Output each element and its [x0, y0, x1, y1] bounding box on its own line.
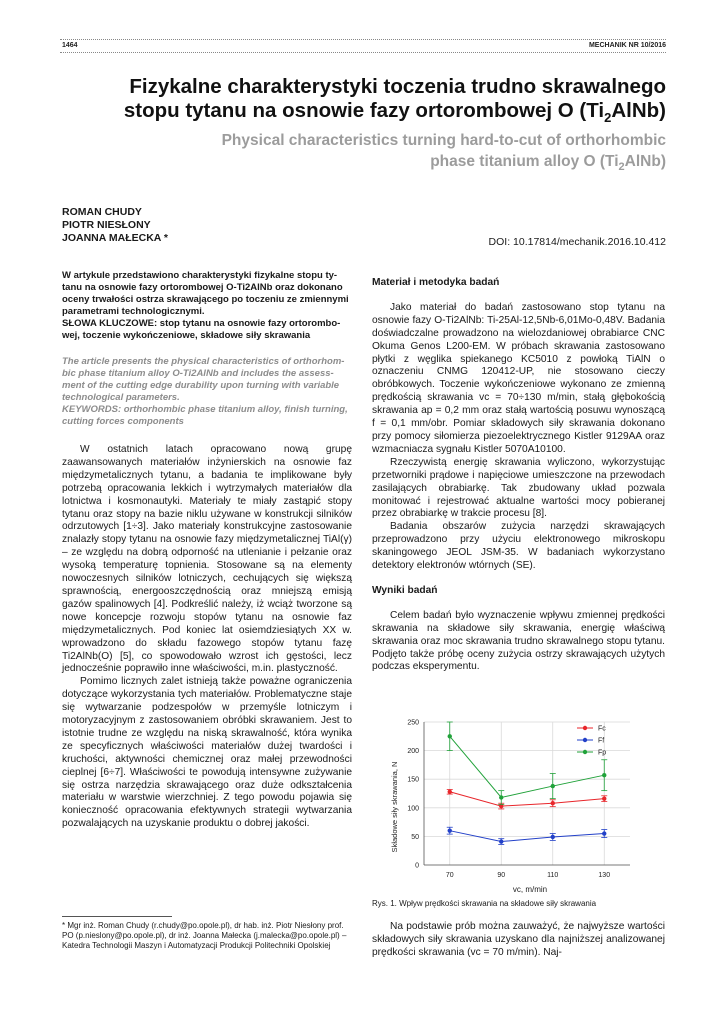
legend-label-ff: Ff	[598, 737, 605, 745]
header-rule-bottom	[60, 52, 666, 53]
left-column	[62, 270, 352, 831]
header-rule-top	[60, 39, 666, 40]
data-point-fp	[499, 795, 503, 799]
data-point-ff	[602, 831, 606, 835]
materials-paragraph-1: Jako materiał do badań zastosowano stop tytanu na osnowie fazy O-Ti2AlNb: Ti-25Al-12,5Nb-6,01Mo-0,48V. Badania doświadczalne prowadzono na wielozdaniowej obrabiarce CNC Okuma Genos L200-EM. W próbach skrawania zastosowano płytki z węglika spiekanego KC5010 z powłoką TiAlN o oznaczeniu CNMG 120412-UP, nie stosowano cieczy obróbkowych. Toczenie wykończeniowe wykonano ze zmienną prędkością skrawania vc = 70÷130 m/min, stałą głębokością skrawania ap = 0,2 mm oraz stałą wartością posuwu wynoszącą f = 0,1 mm/obr. Pomiar składowych siły skrawania dokonano przy pomocy siłomierza piezoelektrycznego Kistler 9129AA oraz wzmacniacza sygnału Kistler 5070A10100.	[372, 301, 665, 455]
abstract-polish: W artykule przedstawiono charakterystyki fizykalne stopu ty- tanu na osnowie fazy ortorombowej O-Ti2AlNb oraz dokonano oceny trwałości ostrza skrawającego po toczeniu ze zmiennymi parametrami technologicznymi. SŁOWA KLUCZOWE: stop tytanu na osnowie fazy ortorombo- wej, toczenie wykończeniowe, składowe siły skrawania	[62, 270, 349, 341]
legend-marker-ff	[583, 738, 587, 742]
section-title-results: Wyniki badań	[372, 584, 438, 596]
y-tick-label: 150	[407, 776, 419, 784]
results-paragraph-2: Na podstawie prób można zauważyć, że najwyższe wartości składowych siły skrawania uzyskano dla najniższej analizowanej prędkości skrawania (vc = 70 m/min). Naj-	[372, 921, 665, 958]
page-number: 1464	[62, 42, 78, 49]
journal-name: MECHANIK NR 10/2016	[588, 42, 666, 49]
results-paragraph-1: Celem badań było wyznaczenie wpływu zmiennej prędkości skrawania na składowe siły skrawania, energię właściwą skrawania oraz moc skrawania trudno skrawalnego stopu tytanu. Podjęto także próbę oceny zużycia ostrzy skrawających użytych podczas eksperymentu.	[372, 609, 665, 673]
title-polish: Fizykalne charakterystyki toczenia trudno skrawalnego stopu tytanu na osnowie fazy ortorombowej O $(Ti_2AlNb)$	[123, 75, 666, 126]
x-tick-label: 110	[547, 872, 559, 879]
y-axis-label: Składowe siły skrawania, N	[390, 761, 399, 853]
legend-label-fc: Fc	[598, 725, 606, 733]
data-point-fp	[551, 784, 555, 788]
legend-marker-fp	[583, 750, 587, 754]
data-point-ff	[448, 828, 452, 832]
footnote: * Mgr inż. Roman Chudy (r.chudy@po.opole.pl), dr hab. inż. Piotr Niesłony prof. PO (p.nieslony@po.opole.pl), dr inż. Joanna Małecka (j.malecka@po.opole.pl) – Katedra Technologii Maszyn i Automatyzacji Produkcji Politechniki Opolskiej	[62, 921, 347, 951]
series-line-fp	[450, 736, 605, 797]
series-line-fc	[450, 792, 605, 806]
data-point-fp	[448, 734, 452, 738]
legend-marker-fc	[583, 726, 587, 730]
y-tick-label: 100	[407, 805, 419, 813]
materials-paragraph-3: Badania obszarów zużycia narzędzi skrawających przeprowadzono przy użyciu elektronowego mikroskopu skaningowego JEOL JSM-35. W badaniach wykorzystano detektory elektronów wtórnych (SE).	[372, 521, 665, 572]
x-tick-label: 130	[598, 872, 611, 879]
y-tick-label: 50	[411, 833, 419, 841]
data-point-fc	[602, 796, 606, 800]
legend-label-fp: Fp	[598, 749, 607, 757]
materials-paragraph-2: Rzeczywistą energię skrawania wyliczono, wykorzystując przetworniki prądowe i napięciowe umieszczone na przewodach zasilających obrabiarkę. Tak zbudowany układ pozwala monitować i rejestrować aktualne wartości mocy pobieranej przez obrabiarkę w trakcie procesu [8].	[372, 456, 665, 520]
figure-caption: Rys. 1. Wpływ prędkości skrawania na składowe siły skrawania	[372, 899, 597, 908]
intro-paragraph-1: W ostatnich latach opracowano nową grupę zaawansowanych materiałów inżynierskich na osnowie faz międzymetalicznych tytanu, a badania te implikowane były potrzebą opracowania lekkich i wytrzymałych materiałów dla lotnictwa i kosmonautyki. Materiały te miały zastąpić stopy tytanu oraz stopy na bazie niklu używane w konstrukcji silników odrzutowych [1÷3]. Jako materiały konstrukcyjne zastosowanie znalazły stopy tytanu na osnowie fazy międzymetalicznej TiAl(γ) – ze względu na dobrą odporność na utlenianie i pełzanie oraz wysoką temperaturę topnienia. Stosowane są na elementy nowoczesnych silników lotniczych, cechujących się większą sprawnością, energooszczędnością oraz mniejszą emisją gazów spalinowych [4]. Podkreślić należy, iż wciąż tworzone są nowe koncepcje rozwoju stopów tytanu na osnowie faz międzymetalicznych. Pod koniec lat osiemdziesiątych XX w. wprowadzono do składu fazowego stopów tytanu fazę Ti2AlNb(O) [5], co spowodowało wzrost ich gęstości, lecz jednocześnie poprawiło inne właściwości, m.in. plastyczność.	[62, 444, 352, 675]
data-point-ff	[551, 835, 555, 839]
right-column	[372, 277, 665, 674]
abstract-english: The article presents the physical characteristics of orthorhom- bic phase titanium alloy O-Ti2AlNb and includes the assess- ment of the cutting edge durability upon turning with variable technological parameters. KEYWORDS: orthorhombic phase titanium alloy, finish turning, cutting forces components	[62, 356, 348, 427]
data-point-ff	[499, 839, 503, 843]
data-point-fc	[448, 790, 452, 794]
right-column-bottom	[372, 921, 665, 960]
footnote-rule	[62, 916, 172, 917]
x-tick-label: 70	[445, 872, 454, 879]
author-list: ROMAN CHUDY PIOTR NIESŁONY JOANNA MAŁECKA *	[62, 206, 168, 244]
title-english: Physical characteristics turning hard-to-cut of orthorhombic phase titanium alloy O $(Ti_2AlNb)$	[221, 132, 666, 174]
y-tick-label: 200	[407, 748, 419, 756]
doi: DOI: 10.17814/mechanik.2016.10.412	[488, 236, 666, 248]
cutting-force-chart	[372, 712, 665, 897]
section-title-materials: Materiał i metodyka badań	[372, 277, 500, 288]
data-point-fc	[551, 801, 555, 805]
x-tick-label: 90	[497, 872, 506, 879]
data-point-fp	[602, 773, 606, 777]
y-tick-label: 250	[407, 719, 419, 727]
x-axis-label: vc, m/min	[512, 885, 548, 894]
y-tick-label: 0	[415, 862, 419, 870]
intro-paragraph-2: Pomimo licznych zalet istnieją także poważne ograniczenia dotyczące wykorzystania tych materiałów. Problematyczne staje się wytwarzanie podzespołów w przemyśle lotniczym i motoryzacyjnym z zastosowaniem obróbki skrawaniem. Jest to istotnie trudne ze względu na niską skrawalność, która wynika ze specyficznych właściwości materiałów dużej twardości i kruchości, aktywności chemicznej oraz małej przewodności cieplnej [6÷7]. Właściwości te powodują intensywne zużywanie się ostrza narzędzia skrawającego oraz duże odkształcenia materiału w warstwie wierzchniej. Z tego powodu pojawia się konieczność opracowania efektywnych strategii wytwarzania pozwalających na uzyskanie produktu o dobrej jakości.	[62, 676, 352, 830]
